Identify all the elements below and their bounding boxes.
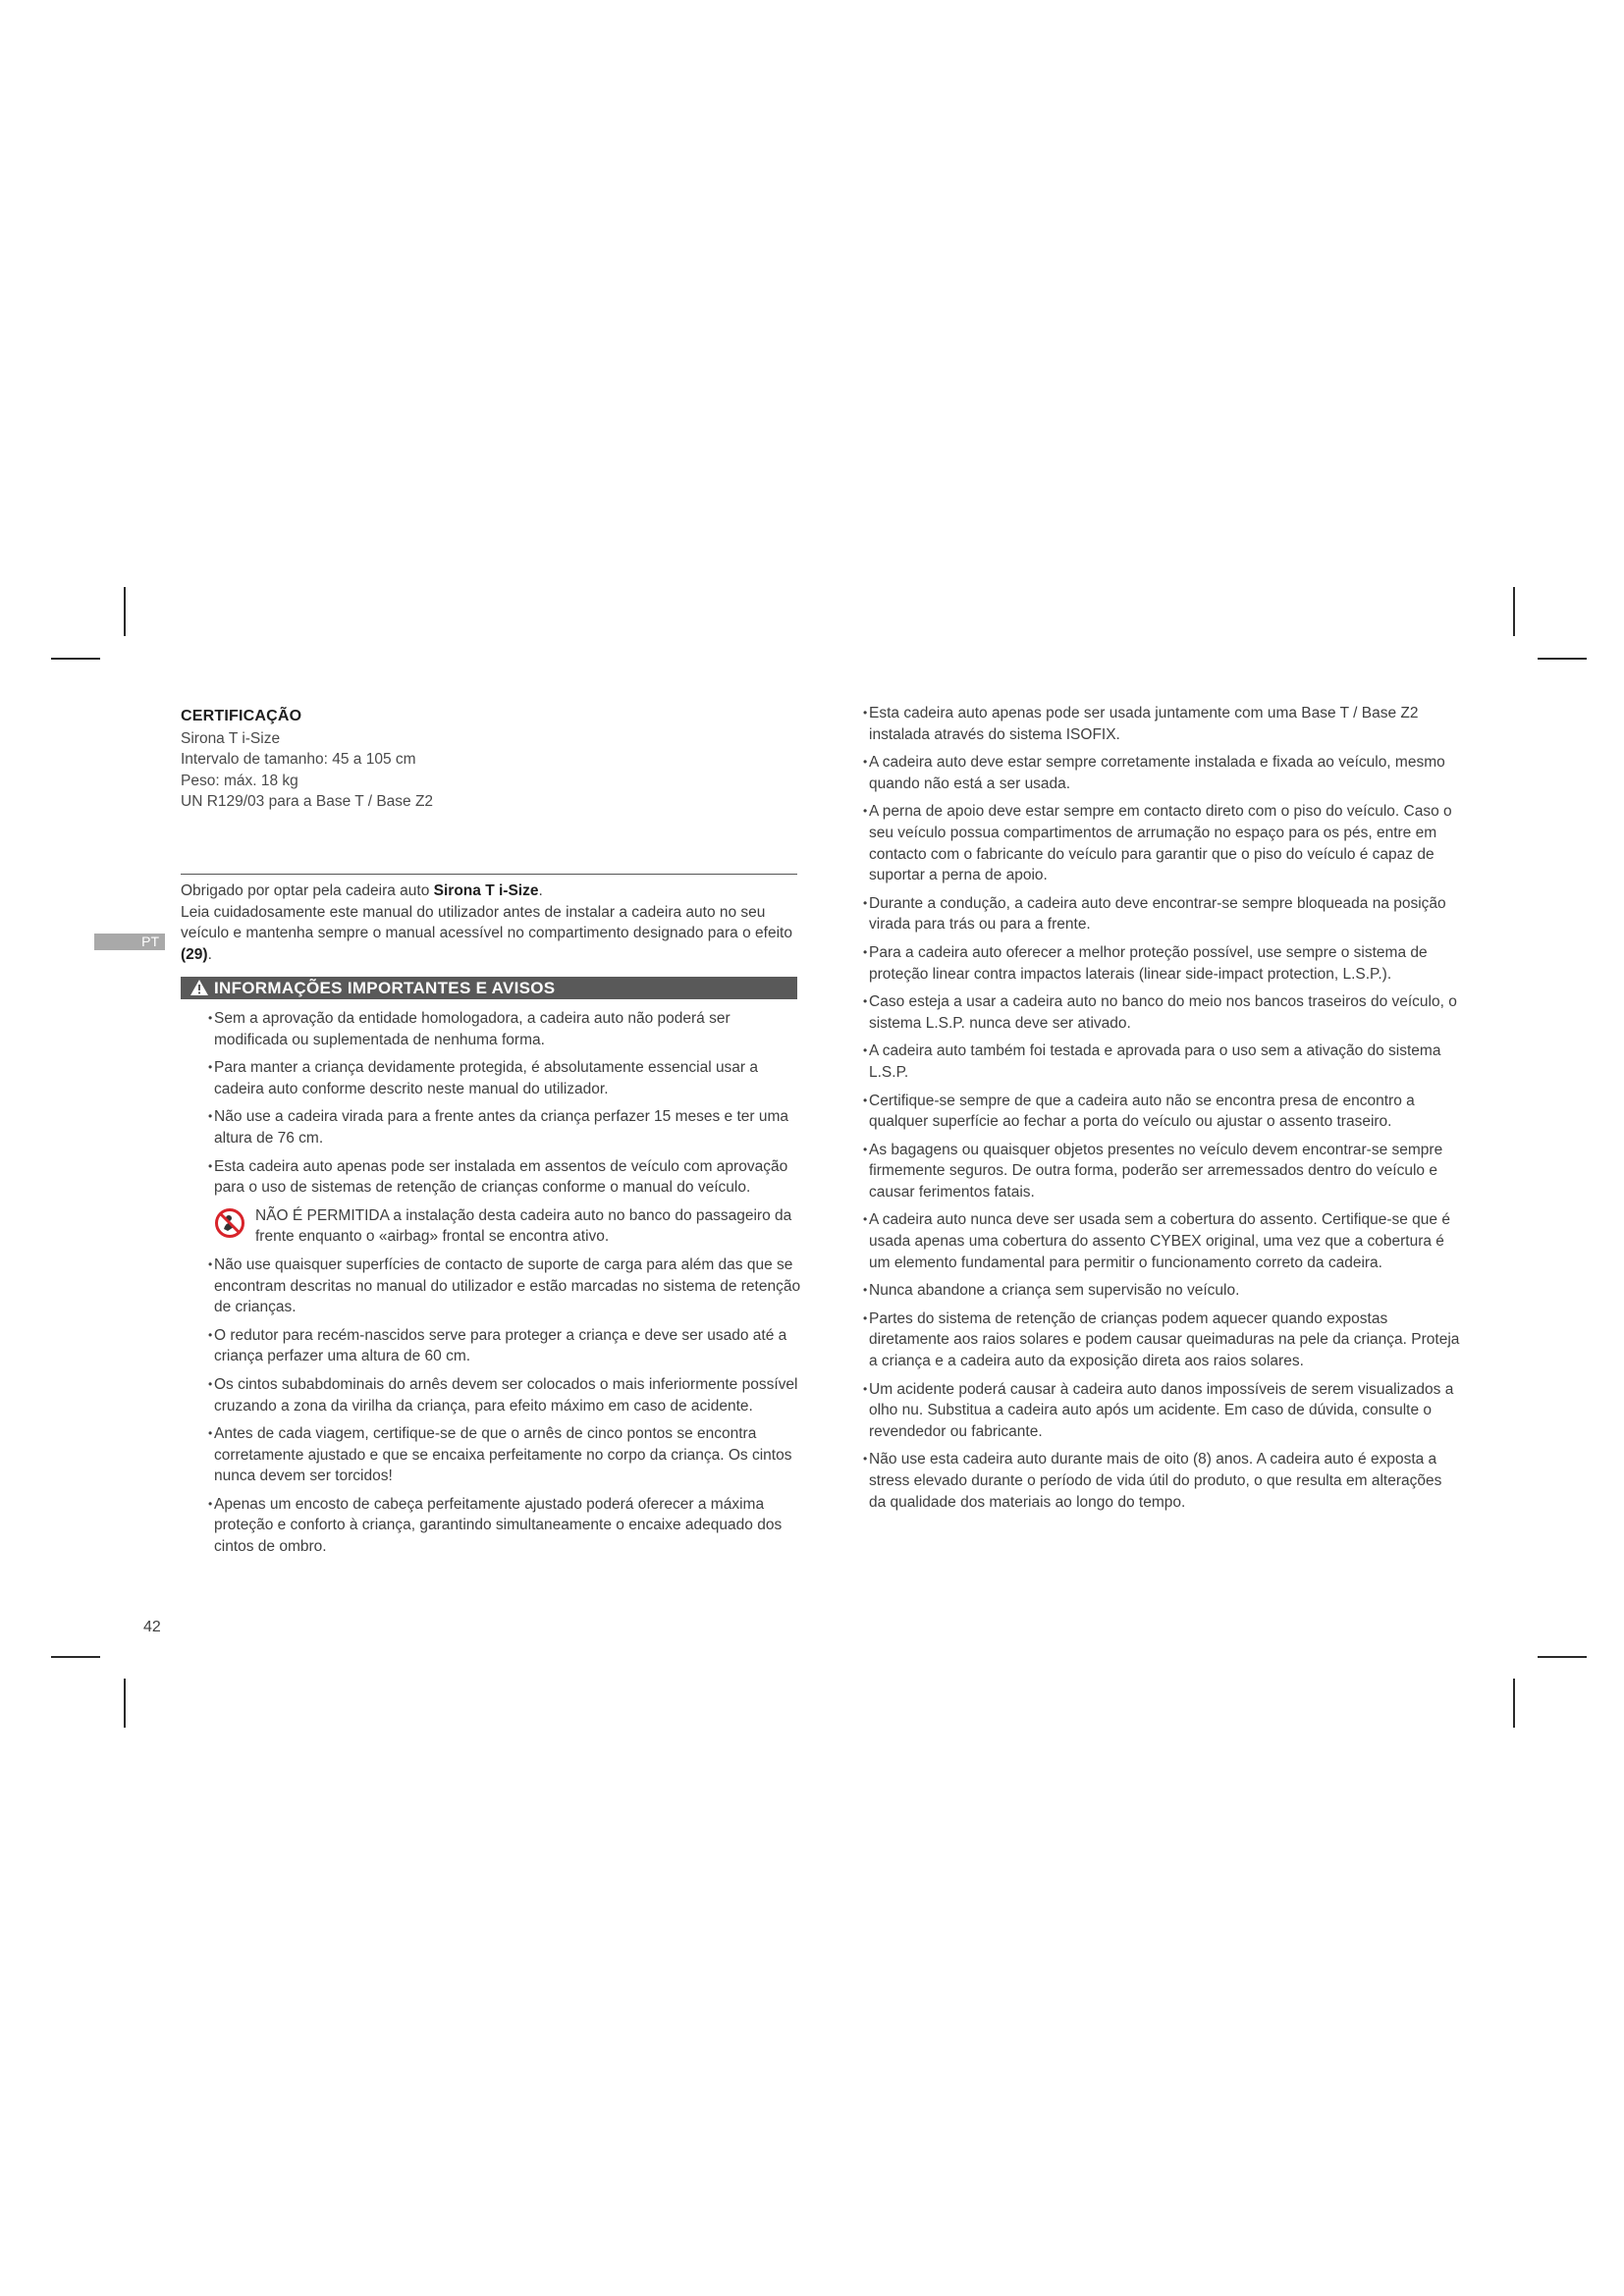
intro-text: Obrigado por optar pela cadeira auto [181,882,434,899]
intro-paragraph [181,902,797,966]
product-name: Sirona T i-Size [433,882,539,899]
intro-text: . [538,882,543,899]
certification-section [181,706,780,813]
warning-item: • A cadeira auto deve estar sempre corretamente instalada e fixada ao veículo, mesmo quando não está a ser usada. [869,752,1460,794]
warning-item: • Caso esteja a usar a cadeira auto no banco do meio nos bancos traseiros do veículo, o sistema L.S.P. nunca deve ser ativado. [869,991,1460,1034]
crop-mark [1513,587,1515,636]
intro-thanks [181,881,797,902]
crop-mark [51,1656,100,1658]
warning-item: • A cadeira auto nunca deve ser usada sem a cobertura do assento. Certifique-se que é usada apenas uma cobertura do assento CYBEX original, uma vez que a cobertura é um elemento fundamental para permitir o funcionamento correto da cadeira. [869,1209,1460,1273]
airbag-warning [214,1205,801,1248]
intro-section [181,874,797,965]
warning-item: • Esta cadeira auto apenas pode ser instalada em assentos de veículo com aprovação para o uso de sistemas de retenção de crianças conforme o manual do veículo. [214,1156,801,1199]
warnings-right-column [869,703,1460,1520]
figure-reference: (29) [181,945,208,963]
warning-item: • Não use a cadeira virada para a frente antes da criança perfazer 15 meses e ter uma altura de 76 cm. [214,1106,801,1148]
page-number: 42 [143,1619,161,1635]
warning-heading-bar [181,977,797,999]
intro-text: . [207,945,212,963]
cert-line: Peso: máx. 18 kg [181,772,298,789]
warning-item: • Os cintos subabdominais do arnês devem ser colocados o mais inferiormente possível cruzando a zona da virilha da criança, para efeito máximo em caso de acidente. [214,1374,801,1416]
warning-item: • Sem a aprovação da entidade homologadora, a cadeira auto não poderá ser modificada ou suplementada de nenhuma forma. [214,1008,801,1050]
warning-item: • Antes de cada viagem, certifique-se de que o arnês de cinco pontos se encontra corretamente ajustado e que se encaixa perfeitamente no corpo da criança. Os cintos nunca devem ser torcidos! [214,1423,801,1487]
warning-heading: INFORMAÇÕES IMPORTANTES E AVISOS [214,979,556,997]
crop-mark [1513,1679,1515,1728]
warning-item: • Partes do sistema de retenção de crianças podem aquecer quando expostas diretamente aos raios solares e podem causar queimaduras na pele da criança. Proteja a criança e a cadeira auto da exposição direta aos raios solares. [869,1308,1460,1372]
warning-item: • Esta cadeira auto apenas pode ser usada juntamente com uma Base T / Base Z2 instalada através do sistema ISOFIX. [869,703,1460,745]
crop-mark [124,1679,126,1728]
warning-item: • Não use quaisquer superfícies de contacto de suporte de carga para além das que se encontram descritas no manual do utilizador e estão marcadas no sistema de retenção de crianças. [214,1255,801,1318]
warning-item: • Não use esta cadeira auto durante mais de oito (8) anos. A cadeira auto é exposta a stress elevado durante o período de vida útil do produto, o que resulta em alterações da qualidade dos materiais ao longo do tempo. [869,1449,1460,1513]
language-tab: PT [94,934,165,950]
warning-item: • O redutor para recém-nascidos serve para proteger a criança e deve ser usado até a criança perfazer uma altura de 60 cm. [214,1325,801,1367]
intro-text: Leia cuidadosamente este manual do utilizador antes de instalar a cadeira auto no seu veículo e mantenha sempre o manual acessível no compartimento designado para o efeito [181,903,792,942]
warning-item: • Para manter a criança devidamente protegida, é absolutamente essencial usar a cadeira auto conforme descrito neste manual do utilizador. [214,1057,801,1099]
crop-mark [51,658,100,660]
crop-mark [1538,658,1587,660]
no-airbag-icon [214,1207,245,1239]
crop-mark [1538,1656,1587,1658]
airbag-warning-text: NÃO É PERMITIDA a instalação desta cadeira auto no banco do passageiro da frente enquanto o «airbag» frontal se encontra ativo. [255,1206,792,1246]
certification-heading: CERTIFICAÇÃO [181,708,302,724]
warning-item: • As bagagens ou quaisquer objetos presentes no veículo devem encontrar-se sempre firmemente seguros. De outra forma, poderão ser arremessados dentro do veículo e causar ferimentos fatais. [869,1140,1460,1203]
warning-item: • Para a cadeira auto oferecer a melhor proteção possível, use sempre o sistema de proteção linear contra impactos laterais (linear side-impact protection, L.S.P.). [869,942,1460,985]
warning-item: • Nunca abandone a criança sem supervisão no veículo. [869,1280,1460,1302]
warning-item: • A cadeira auto também foi testada e aprovada para o uso sem a ativação do sistema L.S.P. [869,1041,1460,1083]
warnings-left-column [214,1008,801,1565]
cert-line: Sirona T i-Size [181,729,281,747]
warning-triangle-icon [185,977,214,999]
cert-line: Intervalo de tamanho: 45 a 105 cm [181,751,416,768]
warning-item: • A perna de apoio deve estar sempre em contacto direto com o piso do veículo. Caso o seu veículo possua compartimentos de arrumação no espaço para os pés, entre em contacto com o fabricante do veículo para garantir que o piso do veículo é capaz de suportar a perna de apoio. [869,801,1460,885]
warning-item: • Durante a condução, a cadeira auto deve encontrar-se sempre bloqueada na posição virada para trás ou para a frente. [869,893,1460,935]
warning-item: • Apenas um encosto de cabeça perfeitamente ajustado poderá oferecer a máxima proteção e conforto à criança, garantindo simultaneamente o encaixe adequado dos cintos de ombro. [214,1494,801,1558]
warning-item: • Certifique-se sempre de que a cadeira auto não se encontra presa de encontro a qualquer superfície ao fechar a porta do veículo ou ajustar o assento traseiro. [869,1091,1460,1133]
warning-item: • Um acidente poderá causar à cadeira auto danos impossíveis de serem visualizados a olho nu. Substitua a cadeira auto após um acidente. Em caso de dúvida, consulte o revendedor ou fabricante. [869,1379,1460,1443]
crop-mark [124,587,126,636]
cert-line: UN R129/03 para a Base T / Base Z2 [181,793,434,810]
